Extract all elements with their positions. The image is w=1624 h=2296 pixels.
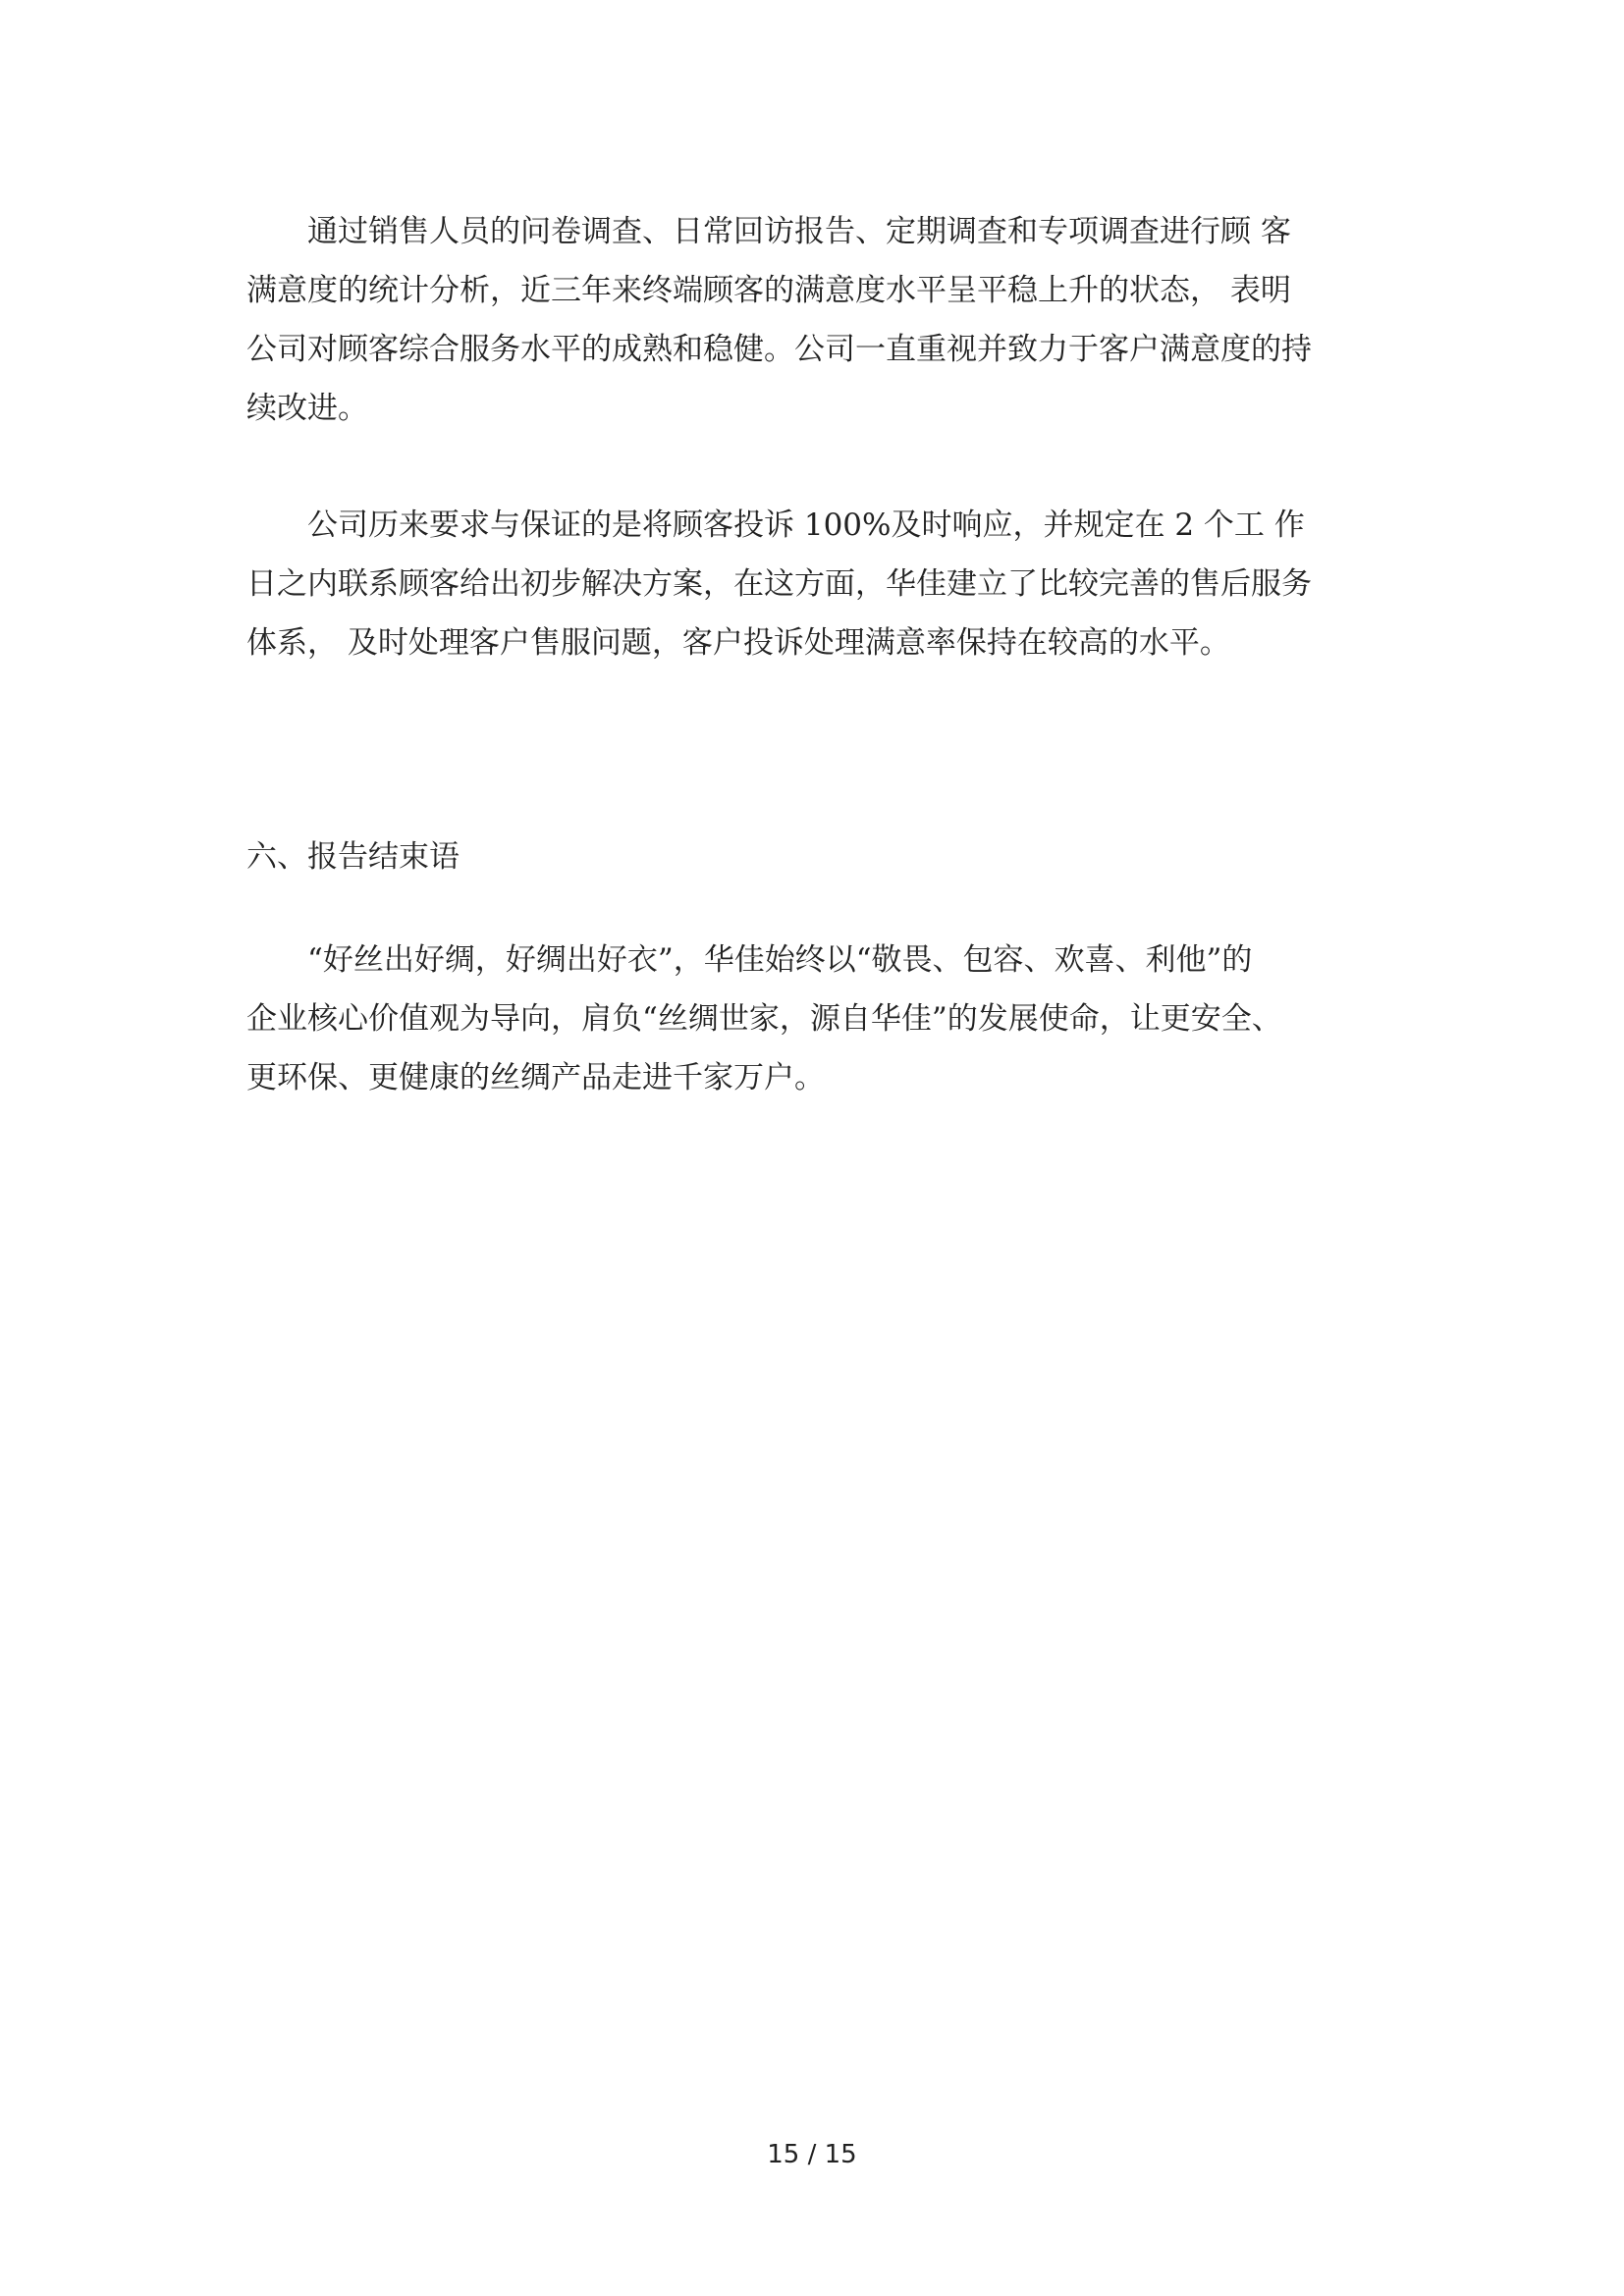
paragraph-line: 企业核心价值观为导向，肩负“丝绸世家，源自华佳”的发展使命，让更安全、 bbox=[246, 1001, 1282, 1037]
paragraph-line: 公司历来要求与保证的是将顾客投诉 100%及时响应，并规定在 2 个工 作 bbox=[246, 507, 1305, 543]
paragraph-line: 体系， 及时处理客户售服问题，客户投诉处理满意率保持在较高的水平。 bbox=[246, 625, 1230, 661]
paragraph-line: 日之内联系顾客给出初步解决方案，在这方面，华佳建立了比较完善的售后服务 bbox=[246, 566, 1312, 602]
page-number: 15 / 15 bbox=[767, 2140, 857, 2169]
paragraph-closing bbox=[246, 931, 1385, 1107]
paragraph-line: “好丝出好绸，好绸出好衣”，华佳始终以“敬畏、包容、欢喜、利他”的 bbox=[246, 942, 1253, 978]
paragraph-line: 公司对顾客综合服务水平的成熟和稳健。公司一直重视并致力于客户满意度的持 bbox=[246, 332, 1312, 367]
paragraph-line: 通过销售人员的问卷调查、日常回访报告、定期调查和专项调查进行顾 客 bbox=[246, 214, 1291, 249]
paragraph-complaint-handling bbox=[246, 496, 1385, 672]
paragraph-customer-satisfaction bbox=[246, 202, 1385, 438]
paragraph-line: 满意度的统计分析，近三年来终端顾客的满意度水平呈平稳上升的状态， 表明 bbox=[246, 273, 1291, 308]
section-heading: 六、报告结束语 bbox=[246, 839, 460, 875]
paragraph-line: 更环保、更健康的丝绸产品走进千家万户。 bbox=[246, 1060, 825, 1095]
paragraph-line: 续改进。 bbox=[246, 391, 368, 426]
